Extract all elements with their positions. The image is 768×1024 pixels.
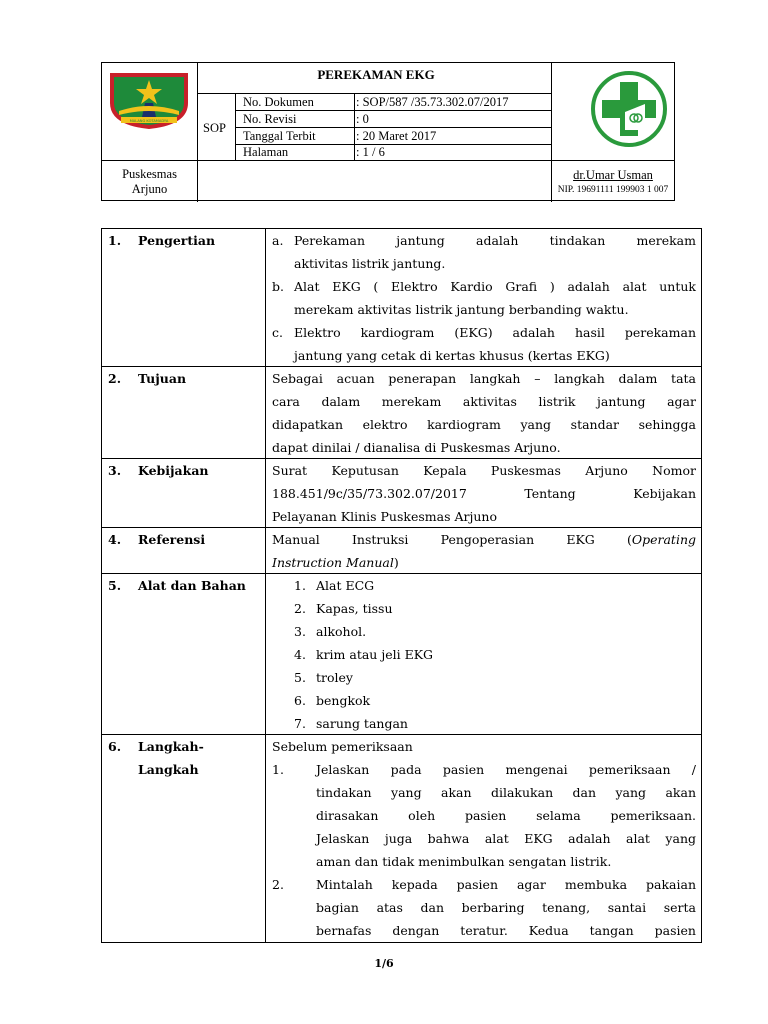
halaman-value: : 1 / 6 — [356, 145, 385, 159]
list-item: 3. alkohol. — [294, 624, 367, 639]
tanggal-terbit-label: Tanggal Terbit — [243, 129, 316, 143]
list-item: 1. Alat ECG — [294, 578, 375, 593]
signer-nip: NIP. 19691111 199903 1 007 — [557, 185, 669, 195]
section-referensi-label: 4. Referensi — [108, 532, 206, 547]
step-item: 2. Mintalah kepada pasien agar membuka pakaian bagian atas dan berbaring tenang, santai serta bernafas dengan teratur. Kedua tangan pasien — [272, 877, 696, 938]
crest-motto: MALANG KOTAMADYA — [129, 119, 169, 123]
list-item: 2. Kapas, tissu — [294, 601, 393, 616]
section-langkah-label: 6. Langkah- Langkah — [108, 739, 204, 777]
list-item: c. Elektro kardiogram (EKG) adalah hasil perekaman jantung yang cetak di kertas khusus (kertas EKG) — [272, 325, 696, 363]
page-number: 1/6 — [374, 957, 394, 970]
section-kebijakan-label: 3. Kebijakan — [108, 463, 209, 478]
no-dokumen-label: No. Dokumen — [243, 95, 314, 109]
tanggal-terbit-value: : 20 Maret 2017 — [356, 129, 437, 143]
section-tujuan-label: 2. Tujuan — [108, 371, 187, 386]
section-kebijakan-content: Surat Keputusan Kepala Puskesmas Arjuno Nomor 188.451/9c/35/73.302.07/2017 Tentang Kebijakan Pelayanan Klinis Puskesmas Arjuno — [272, 463, 696, 524]
no-revisi-value: : 0 — [356, 112, 369, 126]
signer-name: dr.Umar Usman — [573, 168, 653, 182]
section-pengertian-label: 1. Pengertian — [108, 233, 216, 248]
section-alat-label: 5. Alat dan Bahan — [108, 578, 246, 593]
org-name-line1: Puskesmas — [122, 167, 177, 181]
malang-city-crest-logo — [107, 69, 191, 131]
langkah-intro: Sebelum pemeriksaan — [272, 739, 413, 754]
sop-content-table — [101, 228, 702, 943]
sop-header-table — [101, 62, 675, 201]
halaman-label: Halaman — [243, 145, 289, 159]
document-title: PEREKAMAN EKG — [317, 67, 435, 82]
list-item: 6. bengkok — [294, 693, 371, 708]
org-name-line2: Arjuno — [131, 182, 168, 196]
list-item: a. Perekaman jantung adalah tindakan merekam aktivitas listrik jantung. — [272, 233, 696, 271]
section-pengertian-content — [272, 229, 696, 367]
section-referensi-content: Manual Instruksi Pengoperasian EKG (Operating Instruction Manual) — [272, 532, 696, 570]
list-item: 5. troley — [294, 670, 353, 685]
section-tujuan-content: Sebagai acuan penerapan langkah – langkah dalam tata cara dalam merekam aktivitas listrik jantung agar didapatkan elektro kardiogram yang standar sehingga dapat dinilai / dianalisa di Puskesmas Arjuno. — [272, 371, 696, 455]
list-item: 4. krim atau jeli EKG — [294, 647, 434, 662]
section-langkah-content — [272, 735, 696, 942]
sop-label: SOP — [203, 121, 226, 135]
step-item: 1. Jelaskan pada pasien mengenai pemeriksaan / tindakan yang akan dilakukan dan yang akan dirasakan oleh pasien selama pemeriksaan. Jelaskan juga bahwa alat EKG adalah alat yang aman dan tidak menimbulkan sengatan listrik. — [272, 762, 696, 869]
section-alat-content — [272, 574, 696, 735]
puskesmas-health-logo — [589, 70, 669, 148]
list-item: 7. sarung tangan — [294, 716, 408, 731]
no-revisi-label: No. Revisi — [243, 112, 297, 126]
no-dokumen-value: : SOP/587 /35.73.302.07/2017 — [356, 95, 509, 109]
list-item: b. Alat EKG ( Elektro Kardio Grafi ) adalah alat untuk merekam aktivitas listrik jantung berbanding waktu. — [272, 279, 696, 317]
